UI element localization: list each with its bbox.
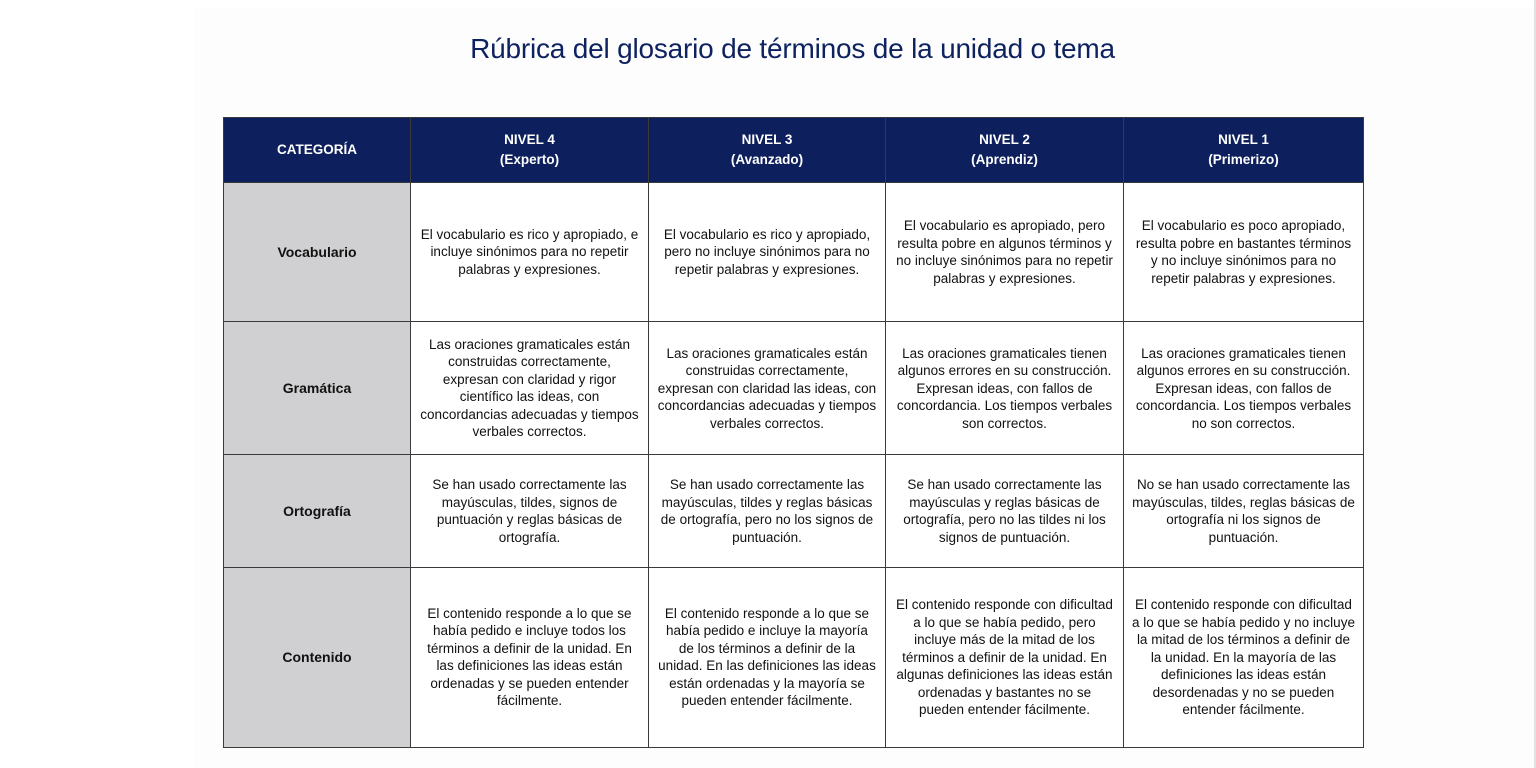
header-label: NIVEL 1 xyxy=(1218,132,1269,147)
header-level-2 xyxy=(886,118,1124,183)
header-level-3 xyxy=(649,118,886,183)
rubric-table xyxy=(223,117,1364,748)
criterion-cell: No se han usado correctamente las mayúsculas, tildes, reglas básicas de ortografía ni los signos de puntuación. xyxy=(1124,455,1364,567)
criterion-cell: Se han usado correctamente las mayúsculas, tildes y reglas básicas de ortografía, pero no los signos de puntuación. xyxy=(649,455,886,567)
header-sublabel: (Aprendiz) xyxy=(971,152,1038,167)
header-label: CATEGORÍA xyxy=(277,142,357,157)
header-level-1 xyxy=(1124,118,1364,183)
table-row-gramatica xyxy=(224,322,1364,455)
criterion-cell: Las oraciones gramaticales tienen algunos errores en su construcción. Expresan ideas, con fallos de concordancia. Los tiempos verbales no son correctos. xyxy=(1124,322,1364,455)
criterion-cell: El contenido responde a lo que se había pedido e incluye todos los términos a definir de la unidad. En las definiciones las ideas están ordenadas y se pueden entender fácilmente. xyxy=(411,567,649,747)
header-label: NIVEL 3 xyxy=(741,132,793,147)
criterion-cell: El vocabulario es poco apropiado, resulta pobre en bastantes términos y no incluye sinónimos para no repetir palabras y expresiones. xyxy=(1124,183,1364,322)
criterion-cell: El vocabulario es rico y apropiado, pero no incluye sinónimos para no repetir palabras y expresiones. xyxy=(649,183,886,322)
criterion-cell: Las oraciones gramaticales están construidas correctamente, expresan con claridad las ideas, con concordancias adecuadas y tiempos verbales correctos. xyxy=(649,322,886,455)
header-category xyxy=(224,118,411,183)
criterion-cell: Las oraciones gramaticales están construidas correctamente, expresan con claridad y rigor científico las ideas, con concordancias adecuadas y tiempos verbales correctos. xyxy=(411,322,649,455)
criterion-cell: Se han usado correctamente las mayúsculas y reglas básicas de ortografía, pero no las tildes ni los signos de puntuación. xyxy=(886,455,1124,567)
criterion-cell: Se han usado correctamente las mayúsculas, tildes, signos de puntuación y reglas básicas de ortografía. xyxy=(411,455,649,567)
category-cell: Vocabulario xyxy=(224,183,411,322)
category-cell: Ortografía xyxy=(224,455,411,567)
header-sublabel: (Experto) xyxy=(499,152,560,167)
criterion-cell: El contenido responde con dificultad a lo que se había pedido, pero incluye más de la mitad de los términos a definir de la unidad. En algunas definiciones las ideas están ordenadas y bastantes no se pueden entender fácilmente. xyxy=(886,567,1124,747)
category-cell: Gramática xyxy=(224,322,411,455)
criterion-cell: El vocabulario es rico y apropiado, e incluye sinónimos para no repetir palabras y expresiones. xyxy=(411,183,649,322)
table-row-vocabulario xyxy=(224,183,1364,322)
table-row-contenido xyxy=(224,567,1364,747)
criterion-cell: El vocabulario es apropiado, pero resulta pobre en algunos términos y no incluye sinónimos para no repetir palabras y expresiones. xyxy=(886,183,1124,322)
header-row xyxy=(224,118,1364,183)
header-level-4 xyxy=(411,118,649,183)
category-cell: Contenido xyxy=(224,567,411,747)
criterion-cell: El contenido responde a lo que se había pedido e incluye la mayoría de los términos a definir de la unidad. En las definiciones las ideas están ordenadas y la mayoría se pueden entender fácilmente. xyxy=(649,567,886,747)
header-sublabel: (Avanzado) xyxy=(730,152,804,167)
header-label: NIVEL 4 xyxy=(504,132,555,147)
criterion-cell: Las oraciones gramaticales tienen algunos errores en su construcción. Expresan ideas, con fallos de concordancia. Los tiempos verbales son correctos. xyxy=(886,322,1124,455)
header-label: NIVEL 2 xyxy=(979,132,1030,147)
header-sublabel: (Primerizo) xyxy=(1208,152,1279,167)
criterion-cell: El contenido responde con dificultad a lo que se había pedido y no incluye la mitad de los términos a definir de la unidad. En la mayoría de las definiciones las ideas están desordenadas y no se pueden entender fácilmente. xyxy=(1124,567,1364,747)
table-row-ortografia xyxy=(224,455,1364,567)
document-title: Rúbrica del glosario de términos de la unidad o tema xyxy=(470,33,1115,64)
